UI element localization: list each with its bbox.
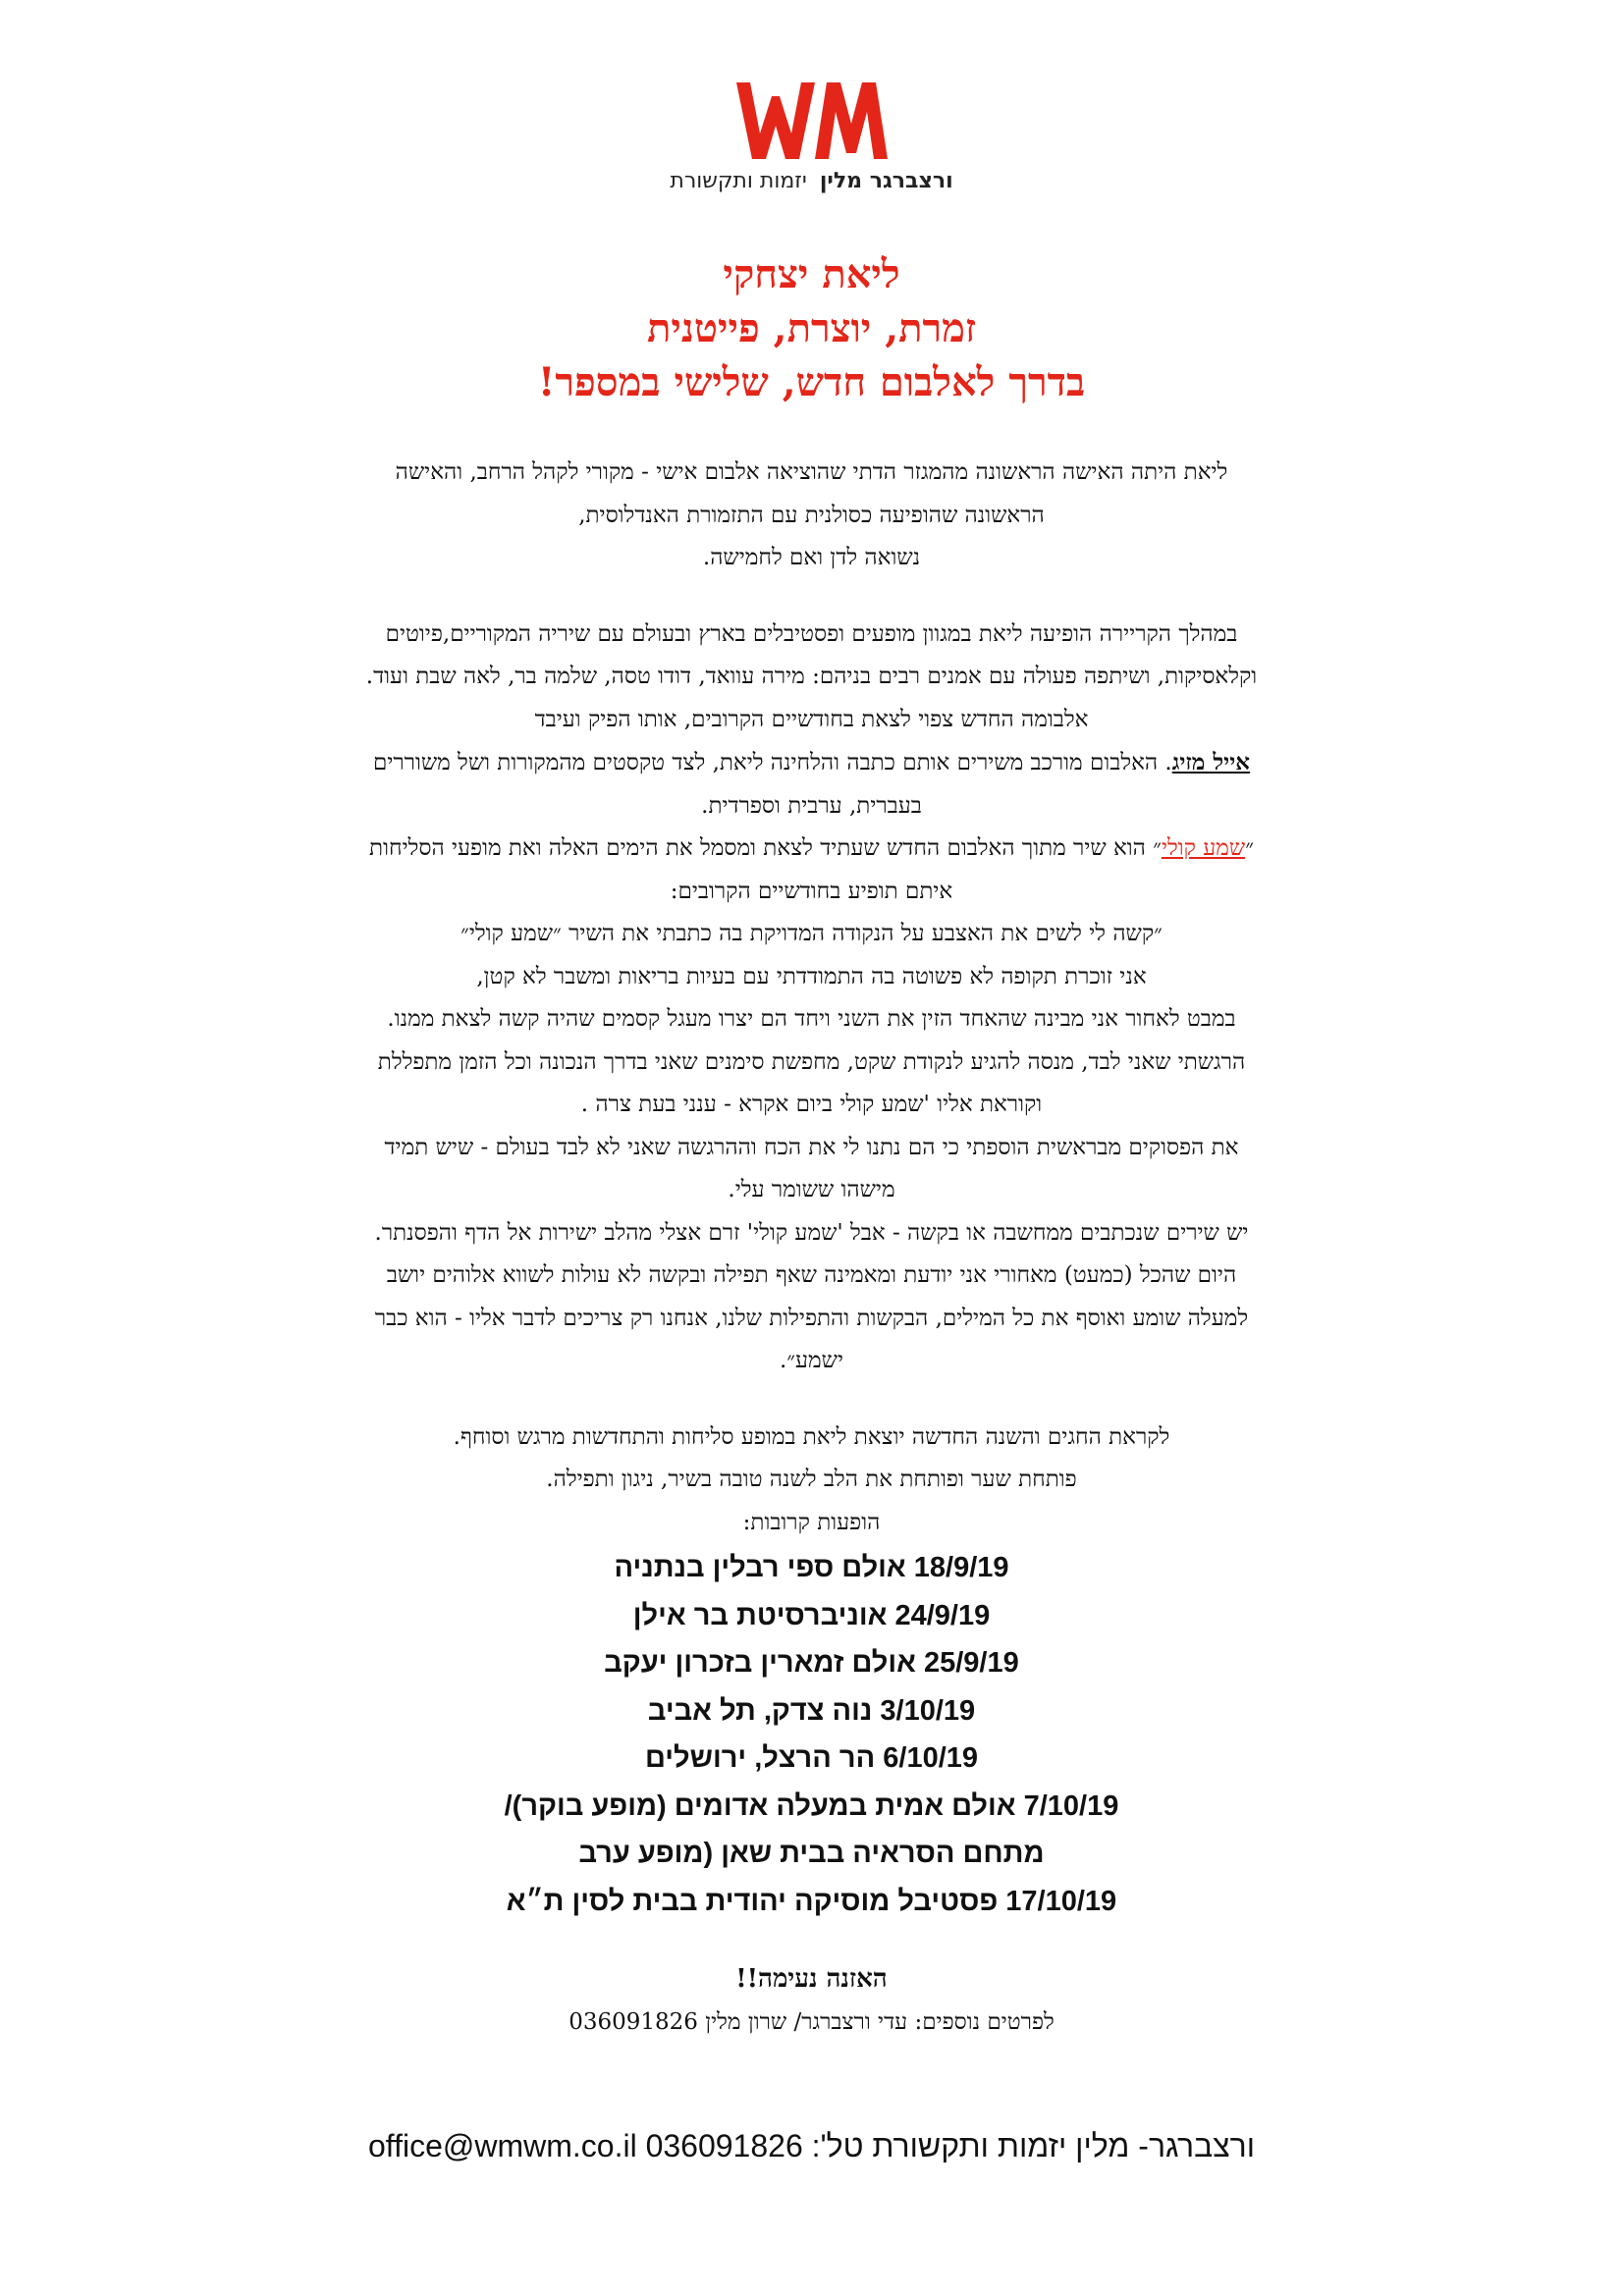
spacer (226, 580, 1397, 614)
show-venue: נוה צדק, תל אביב (647, 1694, 873, 1727)
show-item (226, 1544, 1397, 1592)
show-venue: מתחם הסראיה בבית שאן (מופע ערב (578, 1838, 1045, 1869)
show-item (226, 1592, 1397, 1640)
show-item (226, 1783, 1397, 1831)
page-footer: ורצברגר- מלין יזמות ותקשורת טל': 036091826 office@wmwm.co.il (367, 2128, 1256, 2163)
show-item (226, 1687, 1397, 1735)
quote-line: אני זוכרת תקופה לא פשוטה בה התמודדתי עם בעיות בריאות ומשבר לא קטן, (476, 963, 1147, 989)
quote-line: יש שירים שנכתבים ממחשבה או בקשה - אבל 'שמע קולי' זרם אצלי מהלב ישירות אל הדף והפסנתר. (374, 1219, 1249, 1246)
career-line: במהלך הקריירה הופיעה ליאת במגוון מופעים ופסטיבלים בארץ ובעולם עם שיריה המקוריים,פיוטים (385, 620, 1238, 647)
headline-roles: זמרת, יוצרת, פייטנית (646, 305, 977, 351)
song-title-link[interactable]: שמע קולי (1161, 835, 1246, 861)
logo-tagline (670, 169, 952, 193)
quote-line: ישמע״. (779, 1348, 843, 1373)
show-date: 24/9/19 (894, 1599, 991, 1631)
career-line (226, 828, 1397, 871)
show-item (226, 1735, 1397, 1783)
shows-heading: הופעות קרובות: (742, 1509, 881, 1535)
headline (0, 247, 1623, 409)
intro-line: הראשונה שהופיעה כסולנית עם התזמורת האנדלוסית, (578, 502, 1045, 528)
career-line: איתם תופיע בחודשיים הקרובים: (670, 878, 953, 904)
show-date: 18/9/19 (913, 1552, 1009, 1583)
show-venue: אוניברסיטת בר אילן (632, 1599, 888, 1631)
article-body (226, 452, 1397, 2044)
show-venue: פסטיבל מוסיקה יהודית בבית לסין ת״א (506, 1885, 999, 1917)
contact-details: לפרטים נוספים: עדי ורצברגר/ שרון מלין 036091826 (568, 2008, 1055, 2035)
intro-line: ליאת היתה האישה הראשונה מהמגזר הדתי שהוציאה אלבום אישי - מקורי לקהל הרחב, והאישה (395, 459, 1228, 485)
holidays-line: לקראת החגים והשנה החדשה יוצאת ליאת במופע סליחות והתחדשות מרגש וסוחף. (453, 1423, 1170, 1450)
career-line: בעברית, ערבית וספרדית. (701, 792, 922, 819)
headline-name: ליאת יצחקי (723, 251, 900, 297)
shows-list (226, 1544, 1397, 1925)
show-venue: אולם אמית במעלה אדומים (מופע בוקר)/ (504, 1789, 1016, 1822)
holidays-line: פותחת שער ופותחת את הלב לשנה טובה בשיר, ניגון ותפילה. (546, 1467, 1077, 1492)
quote-line: מישהו ששומר עלי. (728, 1177, 895, 1202)
closing-greeting: האזנה נעימה!! (735, 1964, 888, 1994)
quote-line: היום שהכל (כמעט) מאחורי אני יודעת ומאמינה שאף תפילה ובקשה לא עולות לשווא אלוהים יושב (386, 1262, 1237, 1288)
quote-line: וקוראת אליו 'שמע קולי ביום אקרא - ענני בעת צרה . (580, 1092, 1043, 1117)
career-line: אלבומה החדש צפוי לצאת בחודשיים הקרובים, אותו הפיק ועיבד (534, 706, 1089, 732)
spacer (226, 1383, 1397, 1416)
quote-mark: ״ (1245, 835, 1254, 861)
quote-line: את הפסוקים מבראשית הוספתי כי הם נתנו לי את הכח וההרגשה שאני לא לבד בעולם - שיש תמיד (384, 1134, 1239, 1160)
show-date: 7/10/19 (1023, 1789, 1119, 1822)
show-venue: אולם ספי רבלין בנתניה (614, 1552, 906, 1583)
show-item (226, 1639, 1397, 1687)
quote-line: הרגשתי שאני לבד, מנסה להגיע לנקודת שקט, מחפשת סימנים שאני בדרך הנכונה וכל הזמן מתפללת (377, 1048, 1246, 1075)
show-date: 25/9/19 (923, 1647, 1019, 1679)
show-date: 6/10/19 (883, 1742, 979, 1774)
company-logo (0, 82, 1623, 193)
show-venue: הר הרצל, ירושלים (644, 1742, 876, 1774)
producer-name: אייל מזיג (1171, 749, 1251, 775)
headline-album: בדרך לאלבום חדש, שלישי במספר! (537, 359, 1086, 405)
career-line (226, 741, 1397, 785)
wm-logo-mark (736, 82, 888, 161)
quote-mark: ״ (1153, 835, 1162, 861)
quote-line: במבט לאחור אני מבינה שהאחד הזין את השני ויחד הם יצרו מעגל קסמים שהיה קשה לצאת ממנו. (387, 1006, 1236, 1032)
show-item (226, 1830, 1397, 1878)
show-date: 17/10/19 (1005, 1885, 1117, 1917)
show-item (226, 1878, 1397, 1926)
intro-line: נשואה לדן ואם לחמישה. (702, 545, 921, 570)
career-line-text: הוא שיר מתוך האלבום החדש שעתיד לצאת ומסמל את הימים האלה ואת מופעי הסליחות (369, 835, 1154, 861)
logo-brand-name: ורצברגר מלין (819, 169, 953, 193)
quote-line: ״קשה לי לשים את האצבע על הנקודה המדויקת בה כתבתי את השיר ״שמע קולי״ (460, 921, 1163, 946)
logo-brand-descriptor: יזמות ותקשורת (670, 169, 807, 193)
career-line-text: . האלבום מורכב משירים אותם כתבה והלחינה ליאת, לצד טקסטים מהמקורות ושל משוררים (372, 750, 1172, 775)
quote-line: למעלה שומע ואוסף את כל המילים, הבקשות והתפילות שלנו, אנחנו רק צריכים לדבר אליו - הוא כבר (374, 1305, 1249, 1331)
show-date: 3/10/19 (880, 1694, 976, 1727)
spacer (226, 1925, 1397, 1958)
show-venue: אולם זמארין בזכרון יעקב (604, 1647, 916, 1679)
career-line: וקלאסיקות, ושיתפה פעולה עם אמנים רבים בניהם: מירה עוואד, דודו טסה, שלמה בר, לאה שבת ועוד. (365, 664, 1258, 689)
